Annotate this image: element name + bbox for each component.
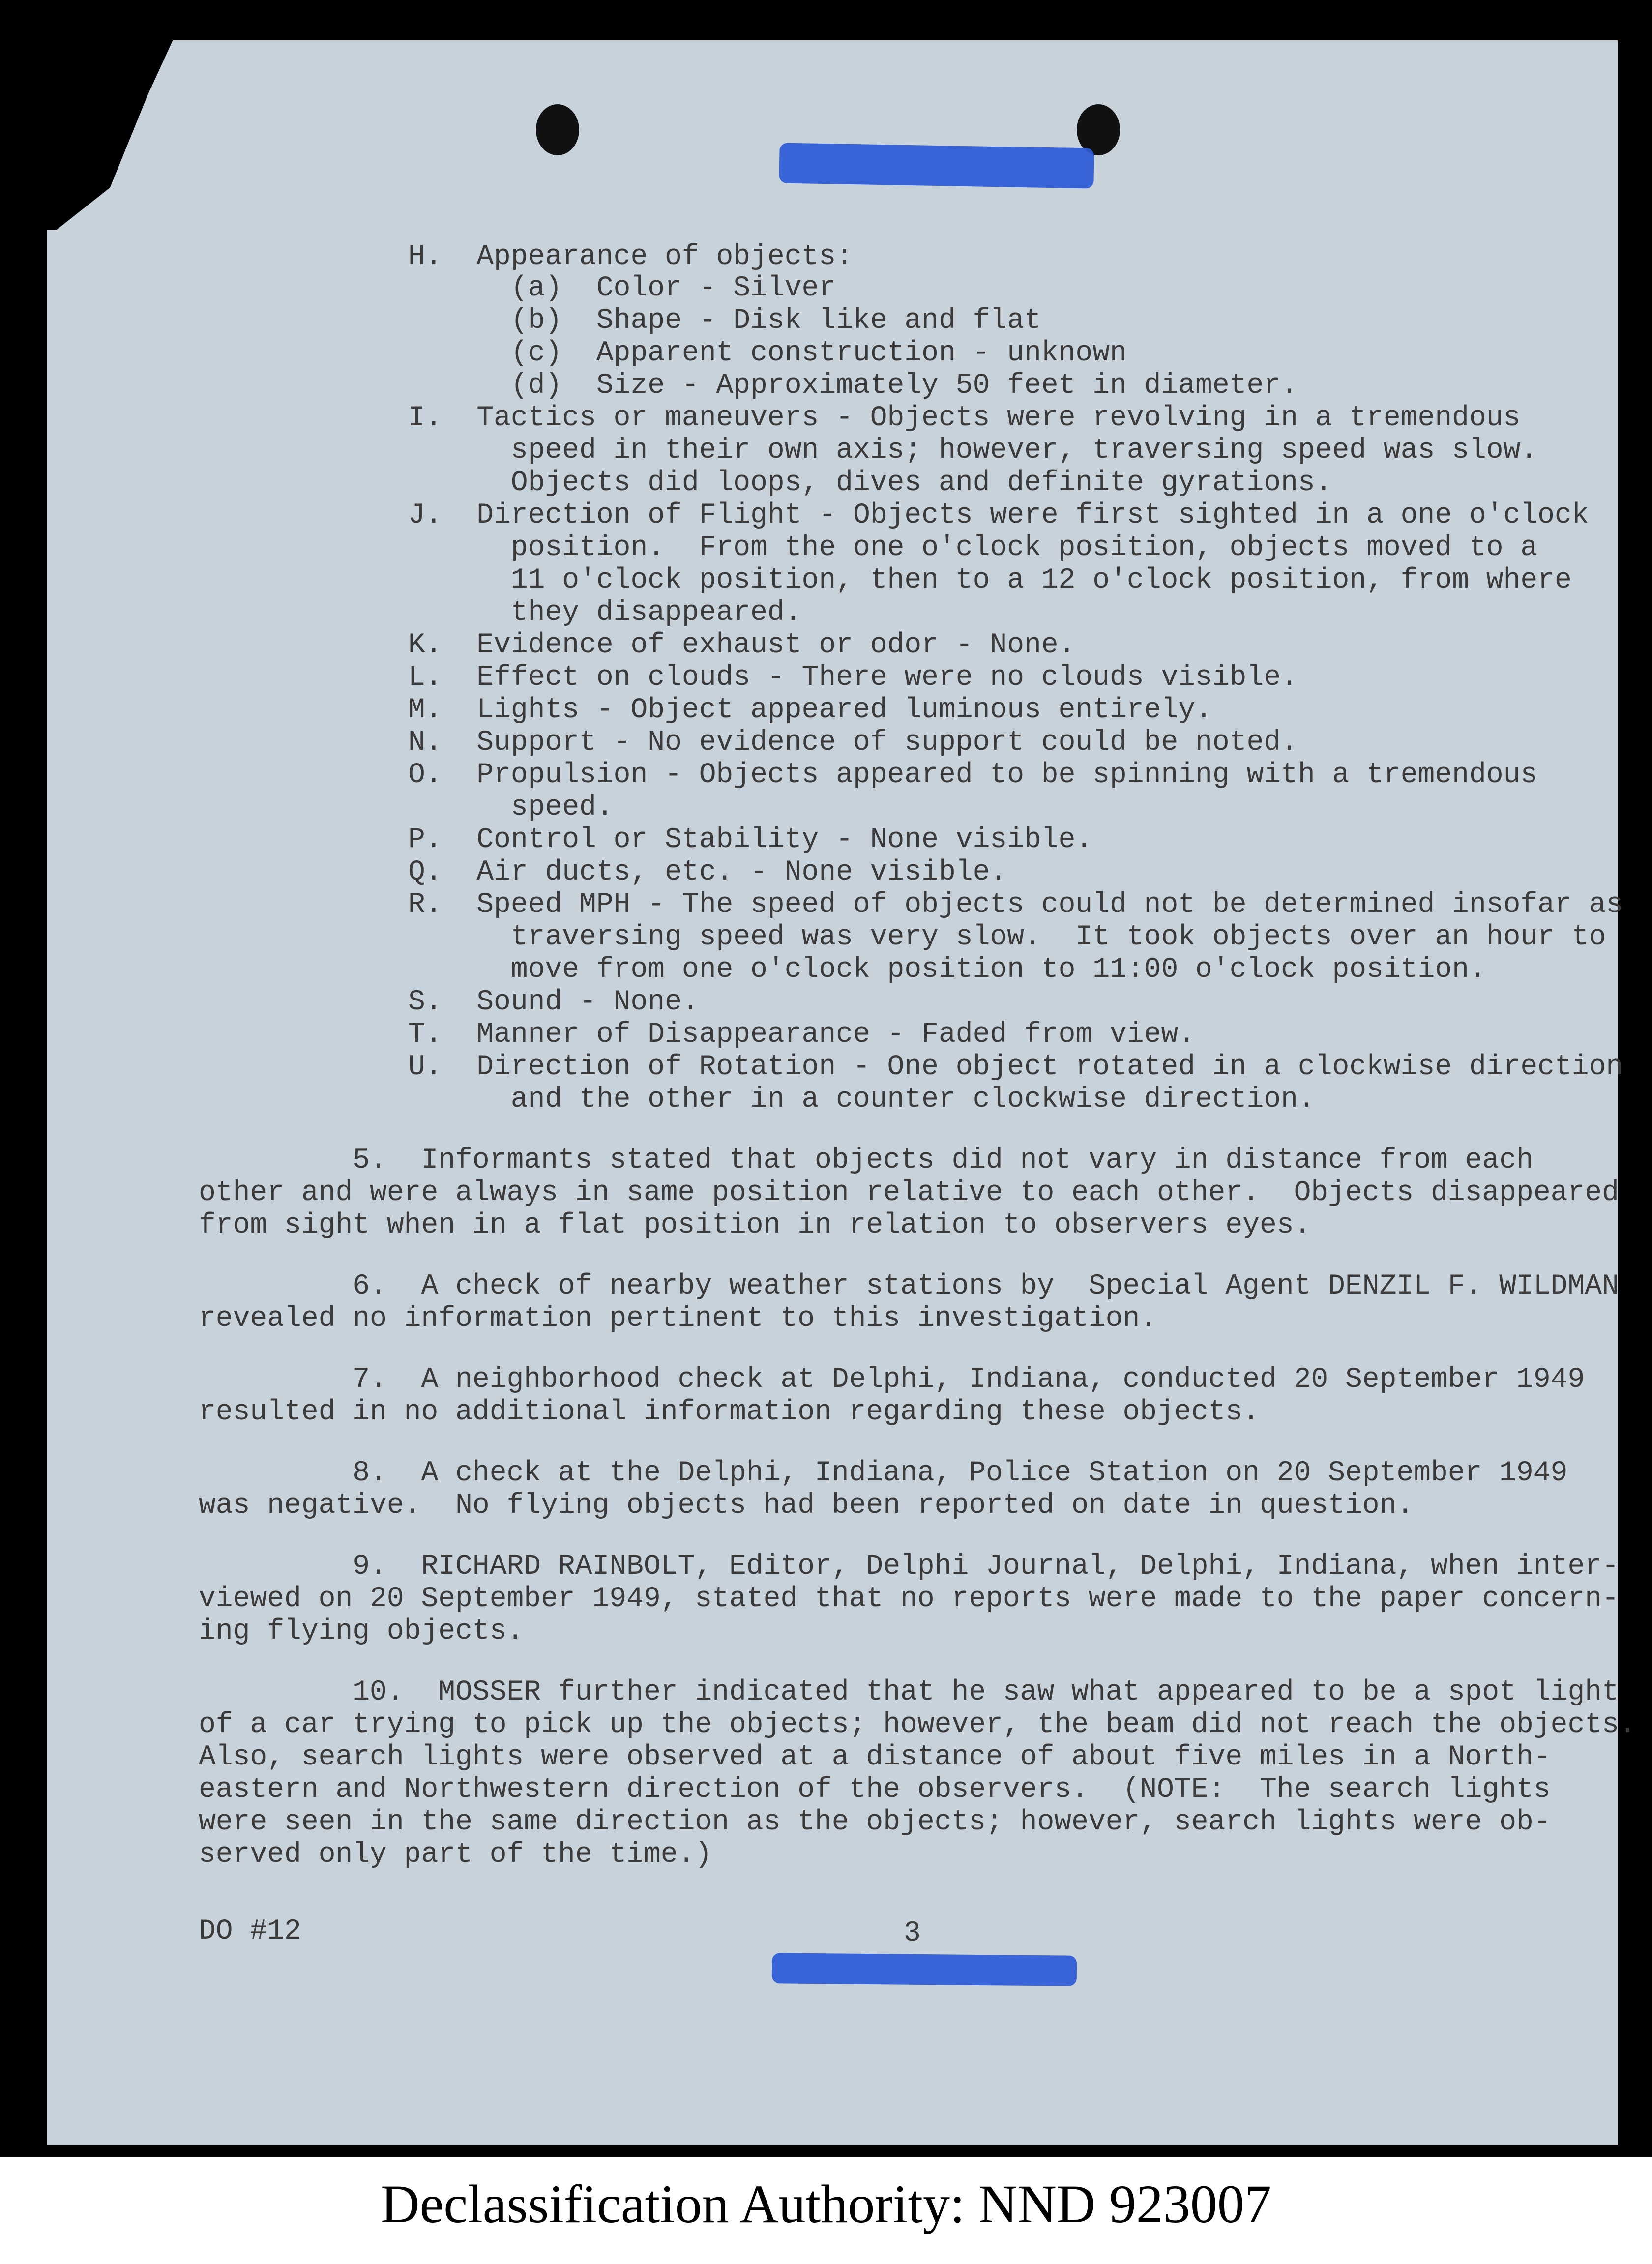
declassification-caption: Declassification Authority: NND 923007	[381, 2174, 1271, 2234]
document-line: Objects did loops, dives and definite gyrations.	[408, 467, 1332, 499]
redaction-mark-top	[779, 143, 1094, 188]
document-line: were seen in the same direction as the objects; however, search lights were ob-	[199, 1806, 1551, 1838]
document-line: was negative. No flying objects had been reported on date in question.	[199, 1490, 1414, 1522]
document-line: speed.	[408, 792, 614, 823]
document-line: from sight when in a flat position in relation to observers eyes.	[199, 1209, 1311, 1241]
document-line: position. From the one o'clock position, objects moved to a	[408, 532, 1538, 564]
document-line: Q. Air ducts, etc. - None visible.	[408, 856, 1007, 888]
document-line: and the other in a counter clockwise direction.	[408, 1084, 1315, 1116]
document-line: U. Direction of Rotation - One object rotated in a clockwise direction	[408, 1051, 1623, 1083]
document-line: traversing speed was very slow. It took objects over an hour to	[408, 921, 1606, 953]
document-line: they disappeared.	[408, 597, 802, 629]
footer-code: DO #12	[199, 1915, 301, 1947]
document-line: N. Support - No evidence of support could be noted.	[408, 727, 1298, 759]
document-line: ing flying objects.	[199, 1616, 524, 1647]
document-line: 9. RICHARD RAINBOLT, Editor, Delphi Journal, Delphi, Indiana, when inter-	[199, 1551, 1619, 1583]
document-line: viewed on 20 September 1949, stated that no reports were made to the paper concern-	[199, 1583, 1619, 1615]
document-line: other and were always in same position relative to each other. Objects disappeared	[199, 1177, 1619, 1209]
document-line: revealed no information pertinent to this investigation.	[199, 1303, 1157, 1335]
document-line: 5. Informants stated that objects did not vary in distance from each	[199, 1145, 1534, 1176]
document-line: (a) Color - Silver	[408, 272, 836, 304]
document-line: H. Appearance of objects:	[408, 241, 853, 273]
document-line: R. Speed MPH - The speed of objects could not be determined insofar as	[408, 889, 1623, 921]
document-line: 8. A check at the Delphi, Indiana, Police Station on 20 September 1949	[199, 1457, 1568, 1489]
document-line: I. Tactics or maneuvers - Objects were revolving in a tremendous	[408, 402, 1521, 434]
document-line: (d) Size - Approximately 50 feet in diameter.	[408, 370, 1298, 402]
redaction-mark-bottom	[772, 1953, 1077, 1986]
document-line: 11 o'clock position, then to a 12 o'clock position, from where	[408, 564, 1572, 596]
document-line: Also, search lights were observed at a distance of about five miles in a North-	[199, 1741, 1551, 1773]
document-line: (b) Shape - Disk like and flat	[408, 305, 1041, 337]
document-line: M. Lights - Object appeared luminous entirely.	[408, 694, 1212, 726]
document-line: 6. A check of nearby weather stations by Special Agent DENZIL F. WILDMAN	[199, 1270, 1619, 1302]
document-line: of a car trying to pick up the objects; however, the beam did not reach the objects.	[199, 1709, 1636, 1741]
punch-hole-left	[536, 104, 579, 155]
page-number: 3	[904, 1917, 921, 1949]
document-line: J. Direction of Flight - Objects were first sighted in a one o'clock	[408, 500, 1589, 531]
document-line: K. Evidence of exhaust or odor - None.	[408, 629, 1076, 661]
document-line: (c) Apparent construction - unknown	[408, 337, 1127, 369]
document-line: resulted in no additional information regarding these objects.	[199, 1396, 1260, 1428]
document-line: S. Sound - None.	[408, 986, 699, 1018]
document-line: T. Manner of Disappearance - Faded from view.	[408, 1019, 1196, 1051]
document-line: L. Effect on clouds - There were no clouds visible.	[408, 662, 1298, 694]
document-line: eastern and Northwestern direction of the observers. (NOTE: The search lights	[199, 1774, 1551, 1806]
document-line: move from one o'clock position to 11:00 o'clock position.	[408, 954, 1486, 986]
document-line: speed in their own axis; however, traversing speed was slow.	[408, 435, 1538, 467]
document-line: P. Control or Stability - None visible.	[408, 824, 1093, 856]
document-line: O. Propulsion - Objects appeared to be spinning with a tremendous	[408, 759, 1538, 791]
document-line: served only part of the time.)	[199, 1839, 712, 1871]
document-line: 10. MOSSER further indicated that he saw what appeared to be a spot light	[199, 1676, 1619, 1708]
document-line: 7. A neighborhood check at Delphi, Indiana, conducted 20 September 1949	[199, 1364, 1585, 1396]
